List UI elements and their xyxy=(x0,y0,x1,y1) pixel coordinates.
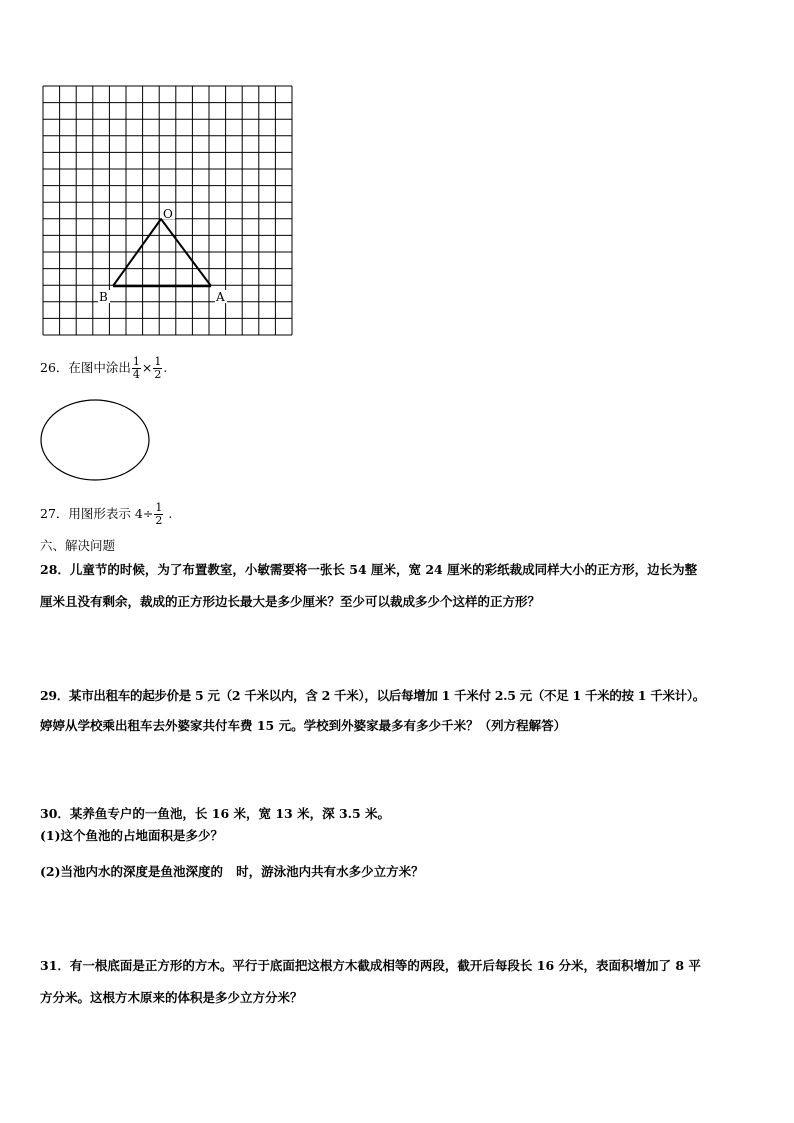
q26-fraction-2 xyxy=(153,356,162,381)
section-6-title: 六、解决问题 xyxy=(40,538,116,553)
question-28-line-2: 厘米且没有剩余，裁成的正方形边长最大是多少厘米？至少可以裁成多少个这样的正方形？ xyxy=(40,594,541,609)
circle-shape xyxy=(41,400,149,480)
question-31-line-1: 31．有一根底面是正方形的方木。平行于底面把这根方木截成相等的两段，截开后每段长 16 分米，表面积增加了 8 平 xyxy=(40,958,701,973)
point-b-label: B xyxy=(99,290,108,304)
q26-end: . xyxy=(163,360,168,375)
q26-number: 26． xyxy=(40,360,69,375)
q27-frac-num: 1 xyxy=(155,501,163,514)
q27-end: . xyxy=(168,506,173,521)
point-a-label: A xyxy=(216,290,225,304)
question-30-part-1: (1)这个鱼池的占地面积是多少？ xyxy=(40,828,224,843)
q26-text: 在图中涂出 xyxy=(68,360,131,375)
question-26 xyxy=(40,356,167,381)
question-30-part-2: (2)当池内水的深度是鱼池深度的 时，游泳池内共有水多少立方米？ xyxy=(40,864,424,879)
q27-frac-den: 2 xyxy=(155,514,163,527)
q26-fraction-1 xyxy=(132,356,141,381)
q27-text: 用图形表示 4÷ xyxy=(68,506,154,521)
q27-number: 27． xyxy=(40,506,69,521)
q26-frac2-den: 2 xyxy=(154,368,162,381)
question-31-line-2: 方分米。这根方木原来的体积是多少立方分米？ xyxy=(40,990,303,1005)
q26-frac1-num: 1 xyxy=(132,355,140,368)
question-30-line-1: 30．某养鱼专户的一鱼池，长 16 米，宽 13 米，深 3.5 米。 xyxy=(40,806,391,821)
grid-figure xyxy=(36,80,306,340)
question-29-line-1: 29．某市出租车的起步价是 5 元（2 千米以内，含 2 千米），以后每增加 1 千米付 2.5 元（不足 1 千米的按 1 千米计）。 xyxy=(40,688,706,703)
q26-frac1-den: 4 xyxy=(132,368,140,381)
question-27 xyxy=(40,502,172,527)
q27-fraction xyxy=(154,502,163,527)
q26-frac2-num: 1 xyxy=(154,355,162,368)
question-29-line-2: 婷婷从学校乘出租车去外婆家共付车费 15 元。学校到外婆家最多有多少千米？（列方程解答） xyxy=(40,718,567,733)
question-28-line-1: 28．儿童节的时候，为了布置教室，小敏需要将一张长 54 厘米，宽 24 厘米的彩纸裁成同样大小的正方形，边长为整 xyxy=(40,562,698,577)
q26-times: × xyxy=(141,360,153,375)
point-o-label: O xyxy=(163,207,173,221)
circle-figure xyxy=(38,398,154,484)
